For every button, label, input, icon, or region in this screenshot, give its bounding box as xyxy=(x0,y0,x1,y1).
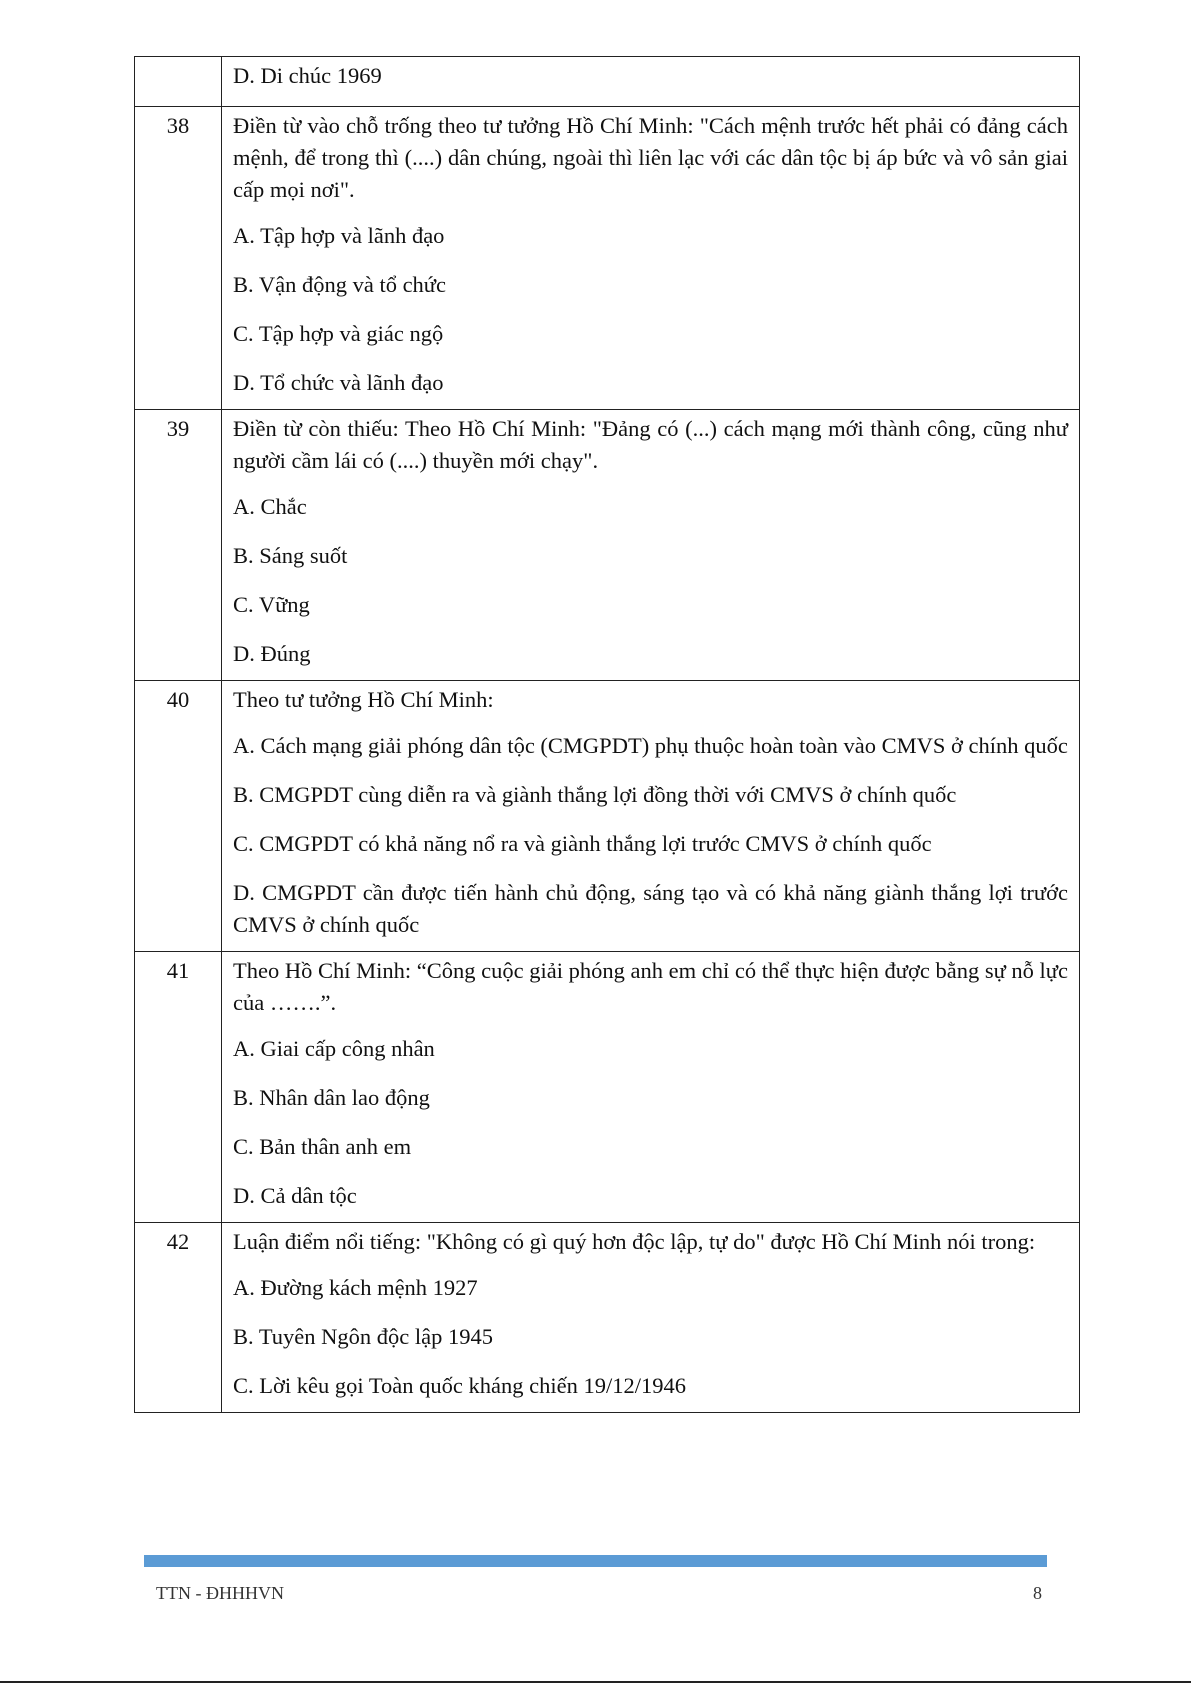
question-body xyxy=(222,1223,1080,1413)
question-text: Điền từ còn thiếu: Theo Hồ Chí Minh: "Đảng có (...) cách mạng mới thành công, cũng như người cầm lái có (....) thuyền mới chạy". xyxy=(233,416,1068,473)
question-body xyxy=(222,681,1080,952)
question-body xyxy=(222,107,1080,410)
answer-option-b: B. Nhân dân lao động xyxy=(233,1085,430,1110)
question-number: 41 xyxy=(135,952,222,1223)
answer-option-d: D. CMGPDT cần được tiến hành chủ động, sáng tạo và có khả năng giành thắng lợi trước CMVS ở chính quốc xyxy=(233,880,1068,937)
question-text: Theo tư tưởng Hồ Chí Minh: xyxy=(233,687,494,712)
answer-option-c: C. Bản thân anh em xyxy=(233,1134,412,1159)
question-row-38 xyxy=(135,107,1080,410)
answer-option-d: D. Di chúc 1969 xyxy=(233,63,382,88)
answer-option-c: C. CMGPDT có khả năng nổ ra và giành thắng lợi trước CMVS ở chính quốc xyxy=(233,831,932,856)
answer-option-a: A. Giai cấp công nhân xyxy=(233,1036,435,1061)
question-number: 39 xyxy=(135,410,222,681)
question-row-42 xyxy=(135,1223,1080,1413)
question-row-41 xyxy=(135,952,1080,1223)
answer-option-b: B. Vận động và tổ chức xyxy=(233,272,446,297)
answer-option-d: D. Tổ chức và lãnh đạo xyxy=(233,370,444,395)
answer-option-b: B. Tuyên Ngôn độc lập 1945 xyxy=(233,1324,494,1349)
question-row-continued xyxy=(135,57,1080,107)
question-text: Luận điểm nổi tiếng: "Không có gì quý hơn độc lập, tự do" được Hồ Chí Minh nói trong: xyxy=(233,1229,1036,1254)
footer-label: TTN - ĐHHHVN xyxy=(156,1583,284,1603)
answer-option-c: C. Lời kêu gọi Toàn quốc kháng chiến 19/12/1946 xyxy=(233,1373,686,1398)
question-number: 38 xyxy=(135,107,222,410)
question-number: 40 xyxy=(135,681,222,952)
page-bottom-divider xyxy=(0,1681,1191,1683)
answer-option-d: D. Đúng xyxy=(233,641,311,666)
question-row-40 xyxy=(135,681,1080,952)
answer-option-b: B. CMGPDT cùng diễn ra và giành thắng lợi đồng thời với CMVS ở chính quốc xyxy=(233,782,957,807)
answer-option-a: A. Tập hợp và lãnh đạo xyxy=(233,223,445,248)
question-text: Điền từ vào chỗ trống theo tư tưởng Hồ Chí Minh: "Cách mệnh trước hết phải có đảng cách mệnh, để trong thì (....) dân chúng, ngoài thì liên lạc với các dân tộc bị áp bức và vô sản giai cấp mọi nơi". xyxy=(233,113,1068,202)
answer-option-a: A. Chắc xyxy=(233,494,307,519)
question-table xyxy=(134,56,1080,1413)
answer-option-c: C. Vững xyxy=(233,592,310,617)
answer-option-b: B. Sáng suốt xyxy=(233,543,348,568)
question-body xyxy=(222,410,1080,681)
question-body xyxy=(222,57,1080,107)
answer-option-a: A. Cách mạng giải phóng dân tộc (CMGPDT) phụ thuộc hoàn toàn vào CMVS ở chính quốc xyxy=(233,733,1068,758)
answer-option-d: D. Cả dân tộc xyxy=(233,1183,357,1208)
question-number xyxy=(135,57,222,107)
page-number: 8 xyxy=(1033,1583,1042,1603)
question-body xyxy=(222,952,1080,1223)
answer-option-a: A. Đường kách mệnh 1927 xyxy=(233,1275,478,1300)
footer-accent-bar xyxy=(144,1555,1047,1567)
question-text: Theo Hồ Chí Minh: “Công cuộc giải phóng anh em chỉ có thể thực hiện được bằng sự nỗ lực của …….”. xyxy=(233,958,1068,1015)
answer-option-c: C. Tập hợp và giác ngộ xyxy=(233,321,444,346)
question-number: 42 xyxy=(135,1223,222,1413)
question-row-39 xyxy=(135,410,1080,681)
